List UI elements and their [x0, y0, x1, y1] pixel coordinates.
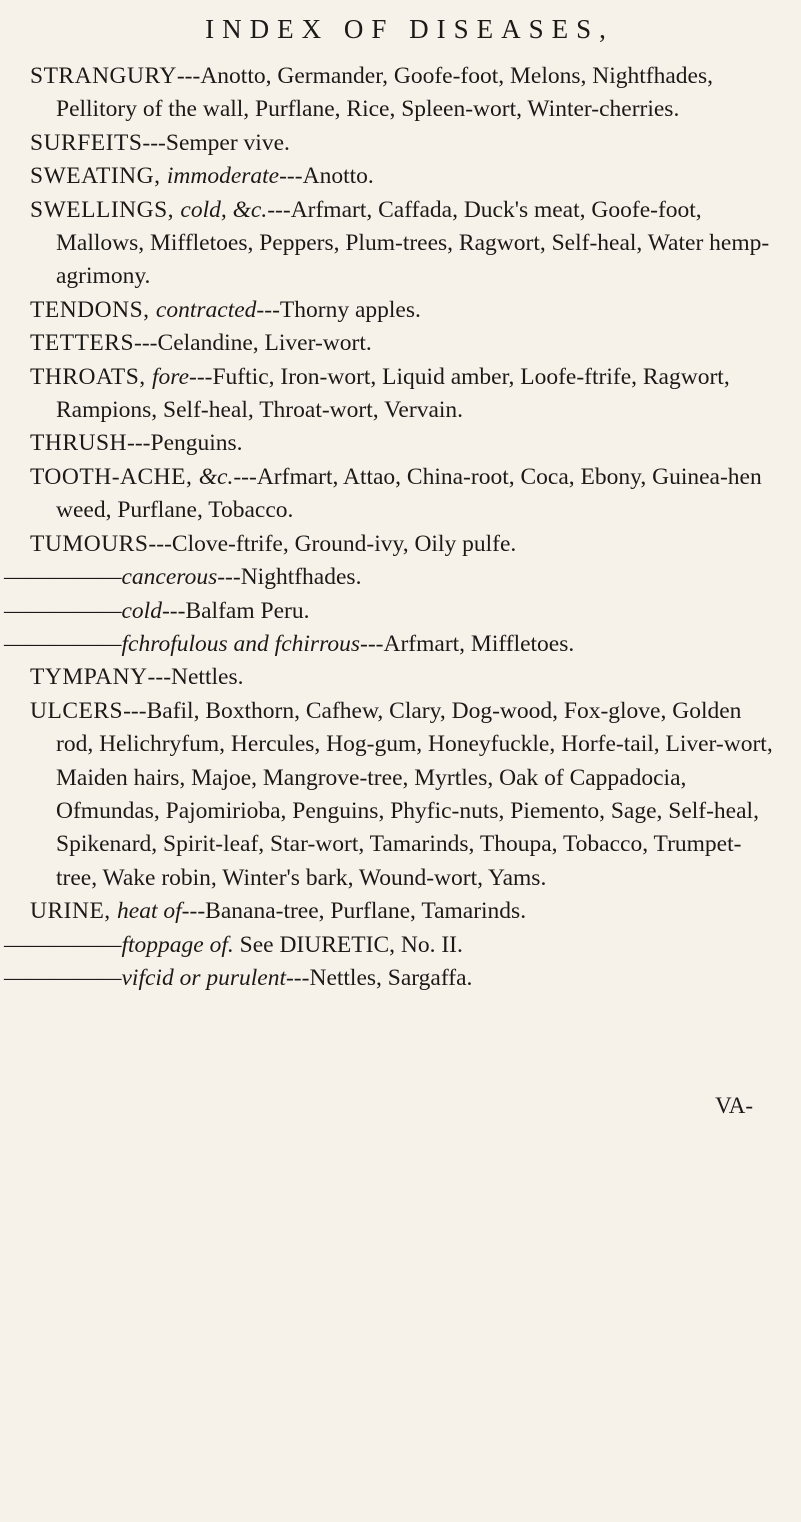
entry-separator: --- [134, 330, 158, 357]
entry-heading: TUMOURS [30, 530, 149, 557]
index-entry [4, 929, 780, 962]
entry-qualifier: &c. [198, 463, 234, 490]
entry-remedies: Bafil, Boxthorn, Cafhew, Clary, Dog-wood, Fox-glove, Golden rod, Helichryfum, Hercules, Hog-gum, Honeyfuckle, Horfe-tail, Liver-wort, Maiden hairs, Majoe, Mangrove-tree, Myrtles, Oak of Cappadocia, Ofmundas, Pajomirioba, Penguins, Phyfic-nuts, Piemento, Sage, Self-heal, Spikenard, Spirit-leaf, Star-wort, Tamarinds, Thoupa, Tobacco, Trumpet-tree, Wake robin, Winter's bark, Wound-wort, Yams. [56, 697, 773, 891]
entry-heading: ULCERS [30, 697, 124, 724]
entry-remedies: See DIURETIC, No. II. [239, 931, 463, 958]
entry-heading: THRUSH [30, 430, 128, 457]
index-entry [4, 561, 780, 594]
index-entry [30, 661, 780, 694]
index-entry [30, 895, 780, 928]
entry-separator: --- [181, 898, 206, 925]
entry-remedies: Clove-ftrife, Ground-ivy, Oily pulfe. [171, 530, 517, 557]
entry-separator: --- [123, 697, 147, 724]
entry-remedies: Balfam Peru. [185, 597, 310, 624]
entry-separator: --- [142, 129, 166, 156]
continuation-rule: ————— [4, 564, 122, 591]
entry-separator: --- [279, 163, 303, 190]
entry-qualifier: contracted [155, 296, 257, 323]
entry-separator: --- [267, 196, 291, 223]
entry-separator: --- [161, 597, 186, 624]
index-entries [4, 60, 780, 995]
continuation-rule: ————— [4, 964, 122, 991]
entry-separator: --- [176, 63, 201, 89]
entry-remedies: Nettles. [171, 664, 244, 691]
entry-qualifier: cancerous [121, 564, 218, 591]
entry-remedies: Banana-tree, Purflane, Tamarinds. [205, 898, 527, 925]
index-entry [30, 361, 780, 428]
entry-heading: TETTERS [30, 330, 135, 357]
entry-heading: TYMPANY [30, 664, 148, 691]
entry-separator: --- [217, 564, 241, 591]
entry-qualifier: vifcid or purulent [121, 964, 286, 991]
index-entry [30, 60, 780, 127]
entry-remedies: Fuftic, Iron-wort, Liquid amber, Loofe-ftrife, Ragwort, Rampions, Self-heal, Throat-wort, Vervain. [56, 363, 730, 424]
entry-qualifier: immoderate [166, 163, 280, 190]
index-entry [4, 962, 780, 995]
entry-separator: --- [285, 964, 310, 991]
entry-remedies: Anotto. [302, 163, 374, 190]
entry-heading: SWEATING, [30, 163, 167, 190]
continuation-rule: ————— [4, 931, 122, 958]
entry-remedies: Arfmart, Attao, China-root, Coca, Ebony, Guinea-hen weed, Purflane, Tobacco. [56, 463, 762, 524]
index-entry [4, 628, 780, 661]
index-entry [30, 528, 780, 561]
entry-qualifier: heat of [117, 898, 182, 925]
index-entry [30, 327, 780, 360]
index-entry [30, 461, 780, 528]
entry-separator: --- [233, 463, 257, 490]
entry-separator: --- [256, 296, 280, 323]
entry-remedies: Arfmart, Caffada, Duck's meat, Goofe-foot, Mallows, Miffletoes, Peppers, Plum-trees, Ragwort, Self-heal, Water hemp-agrimony. [56, 196, 770, 290]
page-header: INDEX OF DISEASES, [205, 14, 614, 44]
entry-qualifier: cold, &c. [180, 196, 268, 223]
entry-separator: --- [148, 530, 172, 557]
entry-remedies: Semper vive. [165, 129, 290, 156]
index-entry [30, 427, 780, 460]
entry-remedies: Arfmart, Miffletoes. [383, 630, 575, 657]
entry-heading: SURFEITS [30, 129, 143, 156]
entry-remedies: Nettles, Sargaffa. [309, 964, 473, 991]
entry-qualifier: fchrofulous and fchirrous [121, 630, 360, 657]
entry-heading: STRANGURY [30, 63, 177, 89]
entry-separator: --- [189, 363, 213, 390]
index-entry [30, 160, 780, 193]
index-entry [30, 194, 780, 294]
entry-heading: TOOTH-ACHE, [30, 463, 199, 490]
entry-remedies: Penguins. [150, 430, 243, 457]
entry-remedies: Anotto, Germander, Goofe-foot, Melons, Nightfhades, Pellitory of the wall, Purflane, Rice, Spleen-wort, Winter-cherries. [56, 63, 714, 123]
entry-heading: URINE, [30, 898, 118, 925]
entry-separator: --- [360, 630, 384, 657]
continuation-rule: ————— [4, 597, 122, 624]
entry-separator: --- [127, 430, 151, 457]
entry-heading: THROATS, [30, 363, 153, 390]
index-entry [30, 695, 780, 895]
catchword: VA- [715, 1093, 753, 1118]
continuation-rule: ————— [4, 630, 122, 657]
entry-remedies: Thorny apples. [279, 296, 421, 323]
entry-heading: SWELLINGS, [30, 196, 181, 223]
entry-qualifier: ftoppage of. [121, 931, 234, 958]
entry-remedies: Celandine, Liver-wort. [157, 330, 372, 357]
index-entry [4, 595, 780, 628]
entry-remedies: Nightfhades. [240, 564, 362, 591]
entry-qualifier: fore [152, 363, 189, 390]
entry-qualifier: cold [121, 597, 162, 624]
entry-heading: TENDONS, [30, 296, 156, 323]
index-entry [30, 127, 780, 160]
entry-separator: --- [147, 664, 172, 691]
index-entry [30, 294, 780, 327]
